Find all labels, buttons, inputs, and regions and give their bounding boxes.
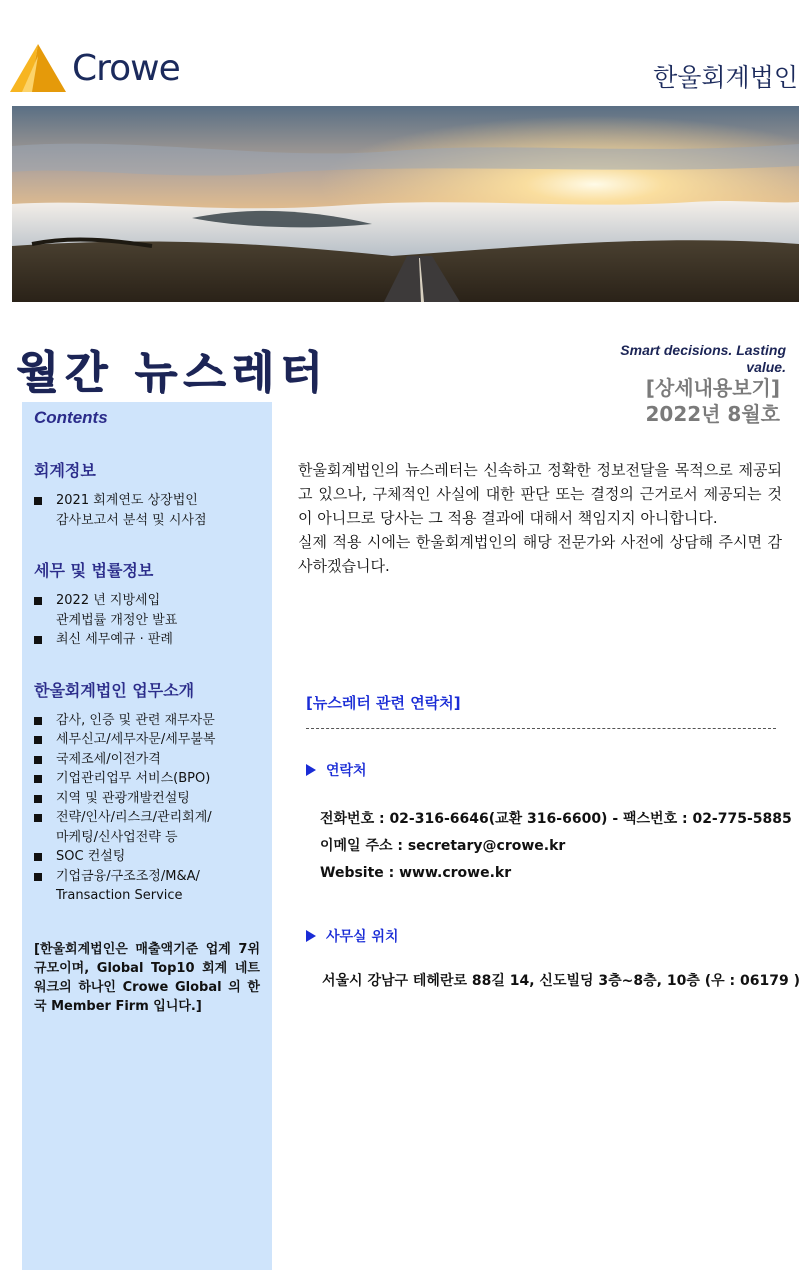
newsletter-title: 월간 뉴스레터 [16,347,329,398]
email-line[interactable]: 이메일 주소 : secretary@crowe.kr [320,838,566,854]
crowe-logo [8,42,188,94]
list-item[interactable]: 기업관리업무 서비스(BPO) [34,769,260,789]
website-line[interactable]: Website : www.crowe.kr [320,865,512,881]
section-title-tax-legal: 세무 및 법률정보 [34,561,154,580]
phone-fax-line: 전화번호 : 02-316-6646(교환 316-6600) - 팩스번호 : 02-775-5885 [320,811,792,827]
tax-legal-list [34,591,260,650]
list-item[interactable]: 세무신고/세무자문/세무불복 [34,730,260,750]
office-address: 서울시 강남구 테헤란로 88길 14, 신도빌딩 3층~8층, 10층 (우 : 06179 ) [322,973,800,989]
disclaimer-text [298,458,782,578]
accounting-list [34,491,260,530]
logo-text: Crowe [72,48,180,89]
list-item[interactable]: 지역 및 관광개발컨설팅 [34,789,260,809]
list-item[interactable]: SOC 컨설팅 [34,847,260,867]
list-item[interactable]: 감사, 인증 및 관련 재무자문 [34,711,260,731]
detail-view-link[interactable]: [상세내용보기] [645,376,780,400]
contact-section-title: [뉴스레터 관련 연락처] [306,694,461,712]
list-item[interactable]: 국제조세/이전가격 [34,750,260,770]
list-item[interactable]: 최신 세무예규 · 판례 [34,630,260,650]
list-item[interactable]: 2021 회계연도 상장법인 감사보고서 분석 및 시사점 [34,491,260,530]
list-item[interactable]: 2022 년 지방세입 관계법률 개정안 발표 [34,591,260,630]
right-arrow-icon [306,764,316,776]
issue-date: 2022년 8월호 [645,402,780,426]
list-item[interactable]: 기업금융/구조조정/M&A/ Transaction Service [34,867,260,906]
firm-name: 한울회계법인 [653,63,798,92]
hero-image [12,106,799,302]
crowe-triangle-logo-icon [8,42,68,94]
contact-heading: 연락처 [306,760,367,780]
dashed-divider [306,728,776,729]
contact-details [320,806,792,887]
contents-heading: Contents [34,408,108,427]
services-list [34,711,260,906]
contents-sidebar [22,402,272,1270]
disclaimer-paragraph: 한울회계법인의 뉴스레터는 신속하고 정확한 정보전달을 목적으로 제공되고 있으나, 구체적인 사실에 대한 판단 또는 결정의 근거로서 제공되는 것이 아니므로 당사는 그 적용 결과에 대해서 책임지지 아니합니다. [298,461,782,527]
section-title-accounting: 회계정보 [34,461,96,480]
list-item[interactable]: 전략/인사/리스크/관리회계/ 마케팅/신사업전략 등 [34,808,260,847]
right-arrow-icon [306,930,316,942]
section-title-services: 한울회계법인 업무소개 [34,680,195,700]
firm-description: [한울회계법인은 매출액기준 업계 7위 규모이며, Global Top10 회계 네트워크의 하나인 Crowe Global 의 한국 Member Firm 입니다.] [34,941,260,1014]
tagline: Smart decisions. Lasting value. [620,342,786,375]
consultation-paragraph: 실제 적용 시에는 한울회계법인의 해당 전문가와 사전에 상담해 주시면 감사하겠습니다. [298,533,782,575]
office-heading: 사무실 위치 [306,926,399,946]
